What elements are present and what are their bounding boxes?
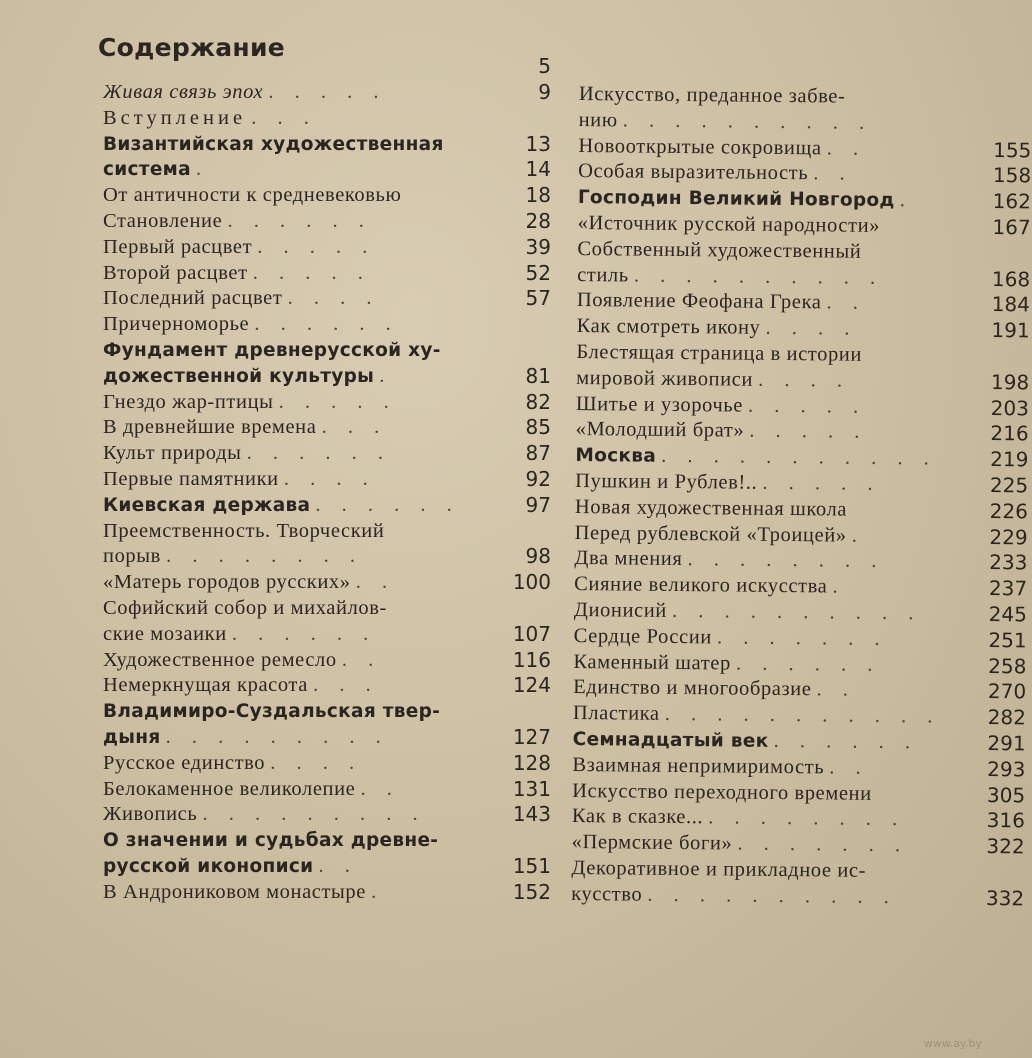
toc-leader-dots: . . . . . . . .	[687, 548, 885, 573]
toc-entry-title: Как смотреть икону	[576, 315, 761, 339]
toc-entry-title: Пластика	[572, 702, 660, 725]
toc-leader-dots: .	[379, 364, 393, 387]
toc-entry-title: порыв	[103, 545, 161, 568]
toc-entry	[103, 338, 551, 390]
toc-leader-dots: . . . . . . . . . .	[647, 883, 897, 908]
toc-entry	[103, 157, 551, 183]
toc-entry	[103, 648, 551, 674]
toc-entry	[573, 650, 1027, 680]
toc-page-number: 219	[990, 447, 1029, 472]
toc-entry	[103, 441, 551, 467]
toc-leader-dots: . .	[341, 648, 382, 671]
toc-leader-dots: . . . . . .	[315, 493, 460, 516]
toc-entry	[578, 134, 1032, 164]
toc-entry-title: мировой живописи	[576, 366, 754, 391]
toc-leader-dots: . .	[355, 571, 396, 594]
toc-page-number: 167	[992, 214, 1031, 240]
toc-entry-title: дыня	[103, 726, 161, 748]
toc-entry-title: Москва	[575, 445, 657, 467]
toc-page-number: 131	[512, 776, 551, 801]
toc-page-number: 116	[512, 647, 551, 672]
toc-page-number: 85	[525, 415, 551, 440]
toc-entry-title: «Пермские боги»	[571, 831, 733, 855]
toc-leader-dots: . . . . .	[252, 261, 371, 284]
toc-page-number: 322	[986, 834, 1025, 859]
toc-entry	[572, 727, 1026, 757]
toc-leader-dots: .	[832, 575, 846, 598]
toc-entry-title: система	[103, 159, 191, 181]
toc-leader-dots: . . . . . .	[773, 729, 919, 754]
toc-entry	[571, 804, 1026, 834]
toc-entry-title: О значении и судьбах древне-	[103, 830, 439, 852]
toc-entry	[574, 495, 1029, 525]
toc-entry	[103, 261, 551, 287]
toc-leader-dots: . . . . . .	[246, 442, 391, 465]
toc-leader-dots: . . . . . . . . .	[165, 725, 389, 748]
toc-entry	[103, 880, 551, 906]
toc-entry-title: Новооткрытые сокровища	[578, 134, 822, 159]
toc-entry-title: Семнадцатый век	[572, 728, 769, 752]
toc-entry-title: Вступление	[103, 106, 247, 129]
toc-entry-title: Первые памятники	[103, 467, 279, 490]
toc-leader-dots: . . . . . . .	[716, 626, 888, 650]
toc-leader-dots: . . .	[251, 106, 317, 129]
toc-entry-title: Искусство, преданное забве-	[578, 82, 846, 108]
toc-leader-dots: . . . . . .	[227, 209, 372, 232]
toc-leader-dots: . . . . . . . . . .	[671, 599, 922, 625]
toc-entry-title: Первый расцвет	[103, 235, 253, 258]
toc-page-number: 168	[991, 266, 1031, 291]
toc-leader-dots: . . . .	[283, 467, 376, 490]
toc-entry	[103, 390, 551, 416]
toc-leader-dots: . .	[318, 854, 358, 877]
toc-entry	[576, 288, 1030, 318]
toc-entry	[576, 340, 1030, 396]
toc-page-number: 316	[986, 808, 1026, 833]
toc-entry	[103, 699, 551, 751]
toc-entry	[572, 778, 1026, 808]
toc-page-number: 127	[512, 724, 551, 749]
toc-entry-title: Каменный шатер	[573, 650, 731, 675]
toc-entry	[578, 159, 1032, 189]
toc-entry-title: Особая выразительность	[578, 160, 809, 185]
toc-entry-title: Живая связь эпох	[103, 81, 264, 103]
toc-leader-dots: . . . . . . . . . .	[633, 264, 884, 289]
toc-entry	[573, 624, 1027, 654]
toc-page-number: 291	[987, 730, 1026, 756]
toc-entry-title: Перед рублевской «Троицей»	[574, 521, 847, 547]
toc-entry-title: Декоративное и прикладное ис-	[571, 856, 867, 882]
toc-page-number: 162	[992, 189, 1031, 214]
toc-leader-dots: . . . . .	[762, 471, 881, 495]
toc-leader-dots: .	[899, 189, 914, 212]
toc-leader-dots: . . . . .	[749, 420, 868, 444]
toc-leader-dots: . .	[826, 291, 867, 315]
toc-entry	[103, 673, 551, 699]
toc-leader-dots: . . . .	[270, 751, 363, 774]
toc-leader-dots: . .	[829, 756, 869, 779]
toc-leader-dots: . . . .	[765, 316, 858, 340]
toc-entry	[572, 701, 1027, 731]
toc-page-number: 13	[525, 131, 551, 156]
toc-leader-dots: .	[196, 158, 210, 181]
toc-entry	[575, 392, 1030, 422]
toc-entry-title: Белокаменное великолепие	[103, 777, 356, 800]
toc-entry	[103, 493, 551, 519]
toc-entry-title: Последний расцвет	[103, 287, 283, 310]
toc-entry-title: Сияние великого искусства	[574, 573, 828, 598]
toc-leader-dots: . . . . . . . . .	[202, 803, 426, 826]
toc-entry-title: Причерноморье	[103, 313, 250, 336]
toc-entry-title: В Андрониковом монастыре	[103, 880, 366, 903]
toc-page-number: 203	[990, 395, 1030, 420]
toc-entry	[103, 802, 551, 828]
toc-page-number: 258	[988, 653, 1027, 678]
toc-entry	[103, 467, 551, 493]
toc-entry-title: дожественной культуры	[103, 365, 375, 387]
toc-leader-dots: . . .	[321, 416, 388, 439]
toc-entry-title: Появление Феофана Грека	[576, 289, 822, 314]
toc-entry	[574, 521, 1028, 551]
toc-entry-title: Господин Великий Новгород	[577, 187, 895, 212]
toc-page-number: 5	[538, 54, 551, 79]
toc-entry-title: «Матерь городов русских»	[103, 571, 351, 594]
toc-page-number: 151	[512, 853, 551, 878]
toc-page-number: 28	[525, 208, 551, 233]
toc-page-number: 98	[525, 544, 551, 569]
toc-page-number: 293	[987, 756, 1026, 782]
toc-entry	[103, 286, 551, 312]
toc-entry-title: От античности к средневековью	[103, 184, 402, 207]
toc-entry	[575, 443, 1029, 473]
toc-entry	[574, 546, 1028, 576]
toc-entry-title: В древнейшие времена	[103, 416, 317, 439]
toc-entry-title: нию	[578, 108, 618, 132]
toc-leader-dots: . . . . .	[278, 390, 397, 413]
toc-page-number: 9	[538, 80, 551, 104]
toc-entry-title: Сердце России	[573, 624, 713, 649]
toc-page-number: 245	[988, 601, 1028, 627]
toc-entry	[574, 572, 1028, 602]
toc-page-number: 14	[525, 157, 551, 182]
toc-entry-title: Дионисий	[573, 598, 668, 622]
toc-page-number: 198	[990, 369, 1030, 395]
toc-page-number: 233	[989, 550, 1028, 575]
toc-entry-title: Византийская художественная	[103, 133, 444, 155]
toc-page-number: 81	[525, 363, 551, 388]
toc-leader-dots: . . . . .	[268, 81, 387, 103]
toc-entry-title: Культ природы	[103, 442, 242, 465]
toc-page-number: 82	[525, 389, 551, 414]
toc-entry	[577, 185, 1031, 215]
toc-leader-dots: . . . . .	[748, 394, 867, 418]
toc-entry	[573, 675, 1027, 705]
toc-page-number: 124	[512, 673, 551, 698]
toc-page-number: 191	[991, 318, 1030, 343]
toc-page-number: 237	[988, 576, 1028, 601]
toc-leader-dots: . . . .	[758, 368, 851, 392]
toc-page-number: 57	[525, 286, 551, 311]
toc-entry-title: ские мозаики	[103, 622, 227, 645]
toc-page-number: 226	[989, 498, 1029, 524]
toc-entry	[103, 415, 551, 441]
toc-entry-title: Собственный художественный	[577, 237, 862, 263]
toc-entry	[103, 828, 551, 880]
toc-entry-title: Живопись	[103, 803, 198, 826]
toc-entry	[103, 106, 551, 132]
toc-entry-title: Взаимная непримиримость	[572, 753, 825, 779]
toc-leader-dots: . . . .	[287, 287, 380, 310]
toc-entry	[572, 753, 1026, 783]
toc-leader-dots: .	[371, 880, 385, 903]
toc-page-number: 97	[525, 492, 551, 517]
toc-leader-dots: . .	[360, 777, 400, 800]
toc-entry-title: Шитье и узорочье	[575, 392, 744, 417]
toc-entry-title: Преемственность. Творческий	[103, 519, 385, 542]
toc-entry	[576, 314, 1030, 344]
toc-leader-dots: . . . . . .	[735, 652, 881, 676]
toc-page-number: 52	[525, 260, 551, 285]
toc-page-number: 18	[525, 183, 551, 208]
toc-entry	[103, 570, 551, 596]
toc-leader-dots: . .	[816, 678, 857, 702]
toc-leader-dots: . . . . . . . .	[166, 545, 363, 568]
toc-entry-title: Пушкин и Рублев!..	[575, 469, 758, 494]
toc-leader-dots: . . . . . .	[254, 313, 399, 336]
toc-entry	[103, 519, 551, 571]
toc-leader-dots: . . .	[313, 674, 379, 697]
toc-entry-title: Фундамент древнерусской ху-	[103, 339, 441, 361]
toc-page-number: 332	[985, 885, 1025, 911]
toc-entry	[575, 417, 1029, 447]
toc-entry-title: «Молодший брат»	[575, 418, 745, 442]
toc-entry-title: Становление	[103, 209, 223, 232]
toc-leader-dots: . . . . . . . . . .	[622, 109, 873, 134]
toc-page-number: 229	[989, 524, 1028, 549]
toc-page-number: 39	[525, 234, 551, 259]
toc-entry-title: Искусство переходного времени	[572, 779, 872, 805]
toc-page-number: 107	[512, 621, 551, 646]
toc-page-number: 158	[992, 163, 1032, 188]
toc-page-number: 143	[512, 802, 551, 827]
watermark: www.ay.by	[923, 1037, 982, 1050]
toc-page-number: 216	[990, 421, 1029, 446]
toc-entry	[103, 209, 551, 235]
toc-entry	[577, 237, 1031, 293]
toc-page-number: 155	[993, 137, 1032, 162]
toc-entry-title: Два мнения	[574, 547, 683, 571]
toc-page-number: 184	[991, 292, 1030, 317]
toc-entry-title: Русское единство	[103, 751, 266, 774]
toc-entry	[103, 751, 551, 777]
toc-entry	[103, 596, 551, 648]
toc-page-number: 305	[986, 782, 1026, 807]
toc-leader-dots: . . . . . . .	[737, 832, 909, 857]
toc-entry	[103, 235, 551, 261]
toc-entry-title: Немеркнущая красота	[103, 674, 308, 697]
toc-entry-title: Киевская держава	[103, 494, 311, 516]
toc-entry-title: Единство и многообразие	[573, 676, 812, 701]
toc-entry	[571, 856, 1025, 912]
toc-leader-dots: . . . . . . . .	[708, 806, 906, 831]
toc-entry-title: Как в сказке...	[571, 805, 704, 829]
toc-entry	[103, 80, 551, 106]
toc-entry-title: Второй расцвет	[103, 261, 248, 284]
toc-page-number: 128	[512, 750, 551, 775]
toc-page-number: 225	[989, 472, 1029, 498]
page-title: Содержание	[98, 33, 286, 62]
toc-leader-dots: . . . . . .	[231, 622, 377, 645]
toc-leader-dots: . .	[826, 136, 867, 160]
toc-entry-title: Владимиро-Суздальская твер-	[103, 701, 441, 723]
toc-entry	[103, 777, 551, 803]
toc-page-number: 92	[525, 466, 551, 491]
toc-page-number: 100	[512, 570, 551, 595]
toc-entry-title: Блестящая страница в истории	[576, 340, 863, 366]
toc-page-number: 87	[525, 441, 551, 466]
toc-page-number: 251	[988, 627, 1027, 653]
toc-leader-dots: . . . . .	[257, 235, 376, 258]
toc-entry	[573, 598, 1028, 628]
toc-entry	[575, 469, 1029, 499]
toc-entry-title: русской иконописи	[103, 855, 314, 877]
toc-right-column	[571, 82, 1032, 912]
toc-entry-title: «Источник русской народности»	[577, 211, 881, 237]
toc-entry-title: Софийский собор и михайлов-	[103, 596, 387, 619]
toc-entry	[103, 183, 551, 209]
toc-leader-dots: . .	[813, 162, 853, 186]
toc-entry	[103, 312, 551, 338]
toc-left-column	[103, 54, 551, 906]
toc-entry	[103, 132, 551, 158]
toc-entry	[579, 82, 1000, 138]
toc-leader-dots: .	[851, 524, 866, 547]
toc-page-number: 282	[987, 705, 1027, 730]
toc-entry-title: кусство	[571, 882, 643, 906]
toc-entry-title: стиль	[577, 263, 629, 287]
toc-entry-title: Новая художественная школа	[574, 495, 848, 521]
toc-entry	[571, 830, 1025, 860]
toc-leader-dots: . . . . . . . . . . .	[664, 702, 941, 728]
toc-leader-dots: . . . . . . . . . . .	[661, 444, 937, 470]
toc-entry-title: Художественное ремесло	[103, 648, 337, 671]
toc-entry-title: Гнездо жар-птицы	[103, 390, 274, 413]
toc-entry	[577, 211, 1031, 241]
toc-page-number: 152	[512, 879, 551, 904]
toc-page-number: 270	[987, 679, 1027, 704]
